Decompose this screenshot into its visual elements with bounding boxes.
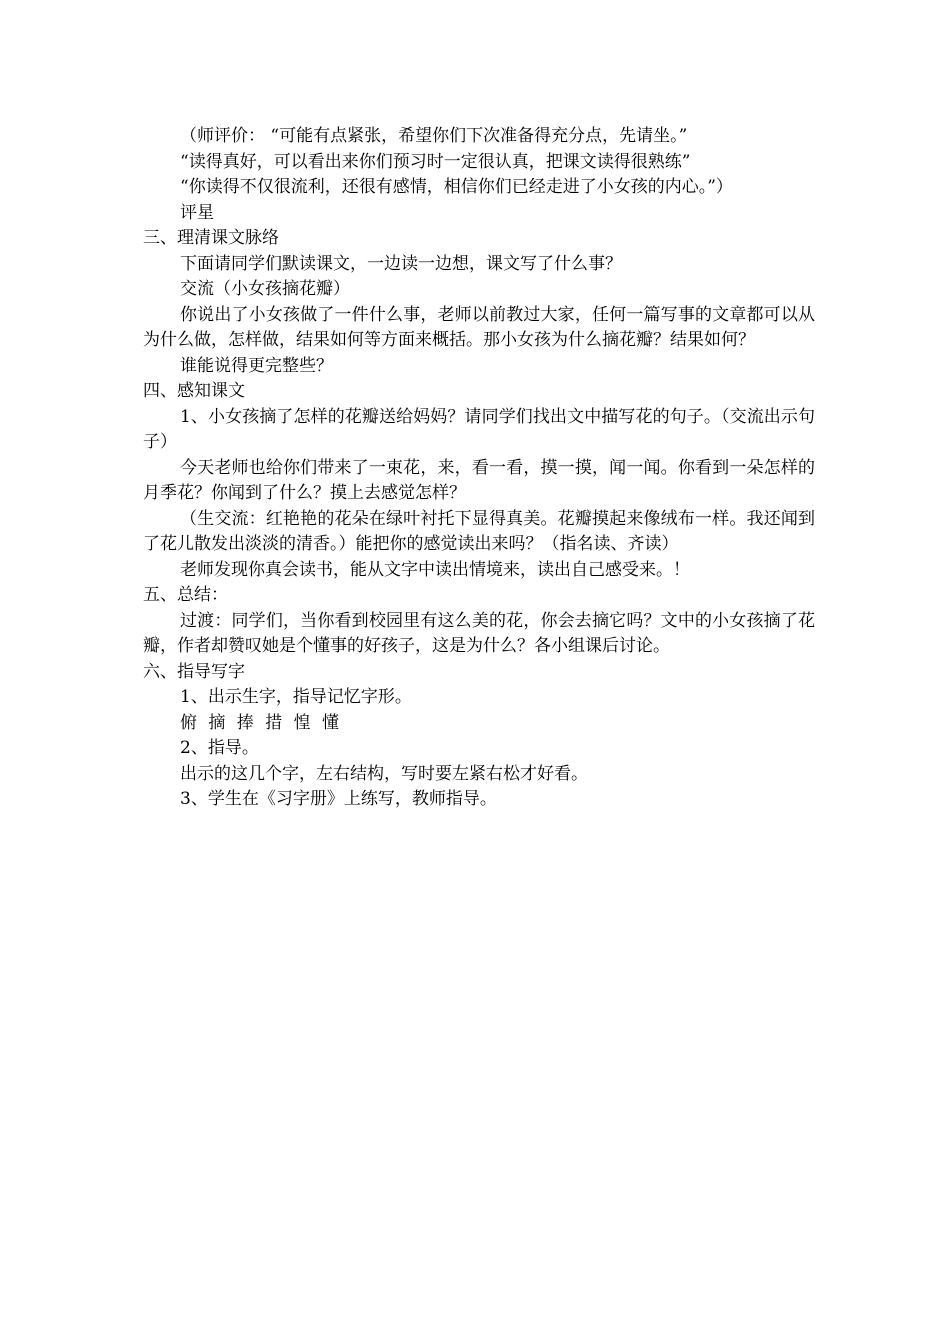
paragraph: 过渡：同学们，当你看到校园里有这么美的花，你会去摘它吗？文中的小女孩摘了花瓣，作者却赞叹她是个懂事的好孩子，这是为什么？各小组课后讨论。 (143, 610, 815, 656)
paragraph: 你说出了小女孩做了一件什么事，老师以前教过大家，任何一篇写事的文章都可以从为什么做，怎样做，结果如何等方面来概括。那小女孩为什么摘花瓣？结果如何？ (143, 304, 815, 350)
teacher-evaluation-line: （师评价： “可能有点紧张，希望你们下次准备得充分点，先请坐。” (180, 126, 688, 146)
paragraph: 交流（小女孩摘花瓣） (180, 279, 350, 299)
paragraph: 3、学生在《习字册》上练写，教师指导。 (180, 789, 497, 809)
paragraph: 老师发现你真会读书，能从文字中读出情境来，读出自己感受来。！ (180, 559, 690, 580)
paragraph: 出示的这几个字，左右结构，写时要左紧右松才好看。 (180, 763, 588, 784)
paragraph: 下面请同学们默读课文，一边读一边想，课文写了什么事？ (180, 253, 622, 274)
document-body (143, 124, 815, 813)
rating-line: 评星 (180, 202, 214, 223)
section-heading-5: 五、总结： (143, 585, 228, 605)
section-heading-4: 四、感知课文 (143, 381, 245, 401)
section-heading-6: 六、指导写字 (143, 661, 245, 682)
paragraph: 1、小女孩摘了怎样的花瓣送给妈妈？请同学们找出文中描写花的句子。（交流出示句子） (143, 406, 815, 452)
paragraph: （生交流：红艳艳的花朵在绿叶衬托下显得真美。花瓣摸起来像绒布一样。我还闻到了花儿散发出淡淡的清香。）能把你的感觉读出来吗？（指名读、齐读） (143, 508, 815, 554)
teacher-evaluation-line: “读得真好，可以看出来你们预习时一定很认真，把课文读得很熟练” (180, 151, 691, 172)
paragraph: 今天老师也给你们带来了一束花，来，看一看，摸一摸，闻一闻。你看到一朵怎样的月季花？你闻到了什么？摸上去感觉怎样？ (143, 457, 815, 503)
new-characters-line: 俯 摘 捧 措 惶 懂 (180, 712, 340, 733)
paragraph: 2、指导。 (180, 738, 259, 758)
paragraph: 1、出示生字，指导记忆字形。 (180, 687, 412, 707)
teacher-evaluation-line: “你读得不仅很流利，还很有感情，相信你们已经走进了小女孩的内心。”） (180, 177, 733, 197)
paragraph: 谁能说得更完整些？ (180, 355, 333, 376)
section-heading-3: 三、理清课文脉络 (143, 228, 279, 248)
